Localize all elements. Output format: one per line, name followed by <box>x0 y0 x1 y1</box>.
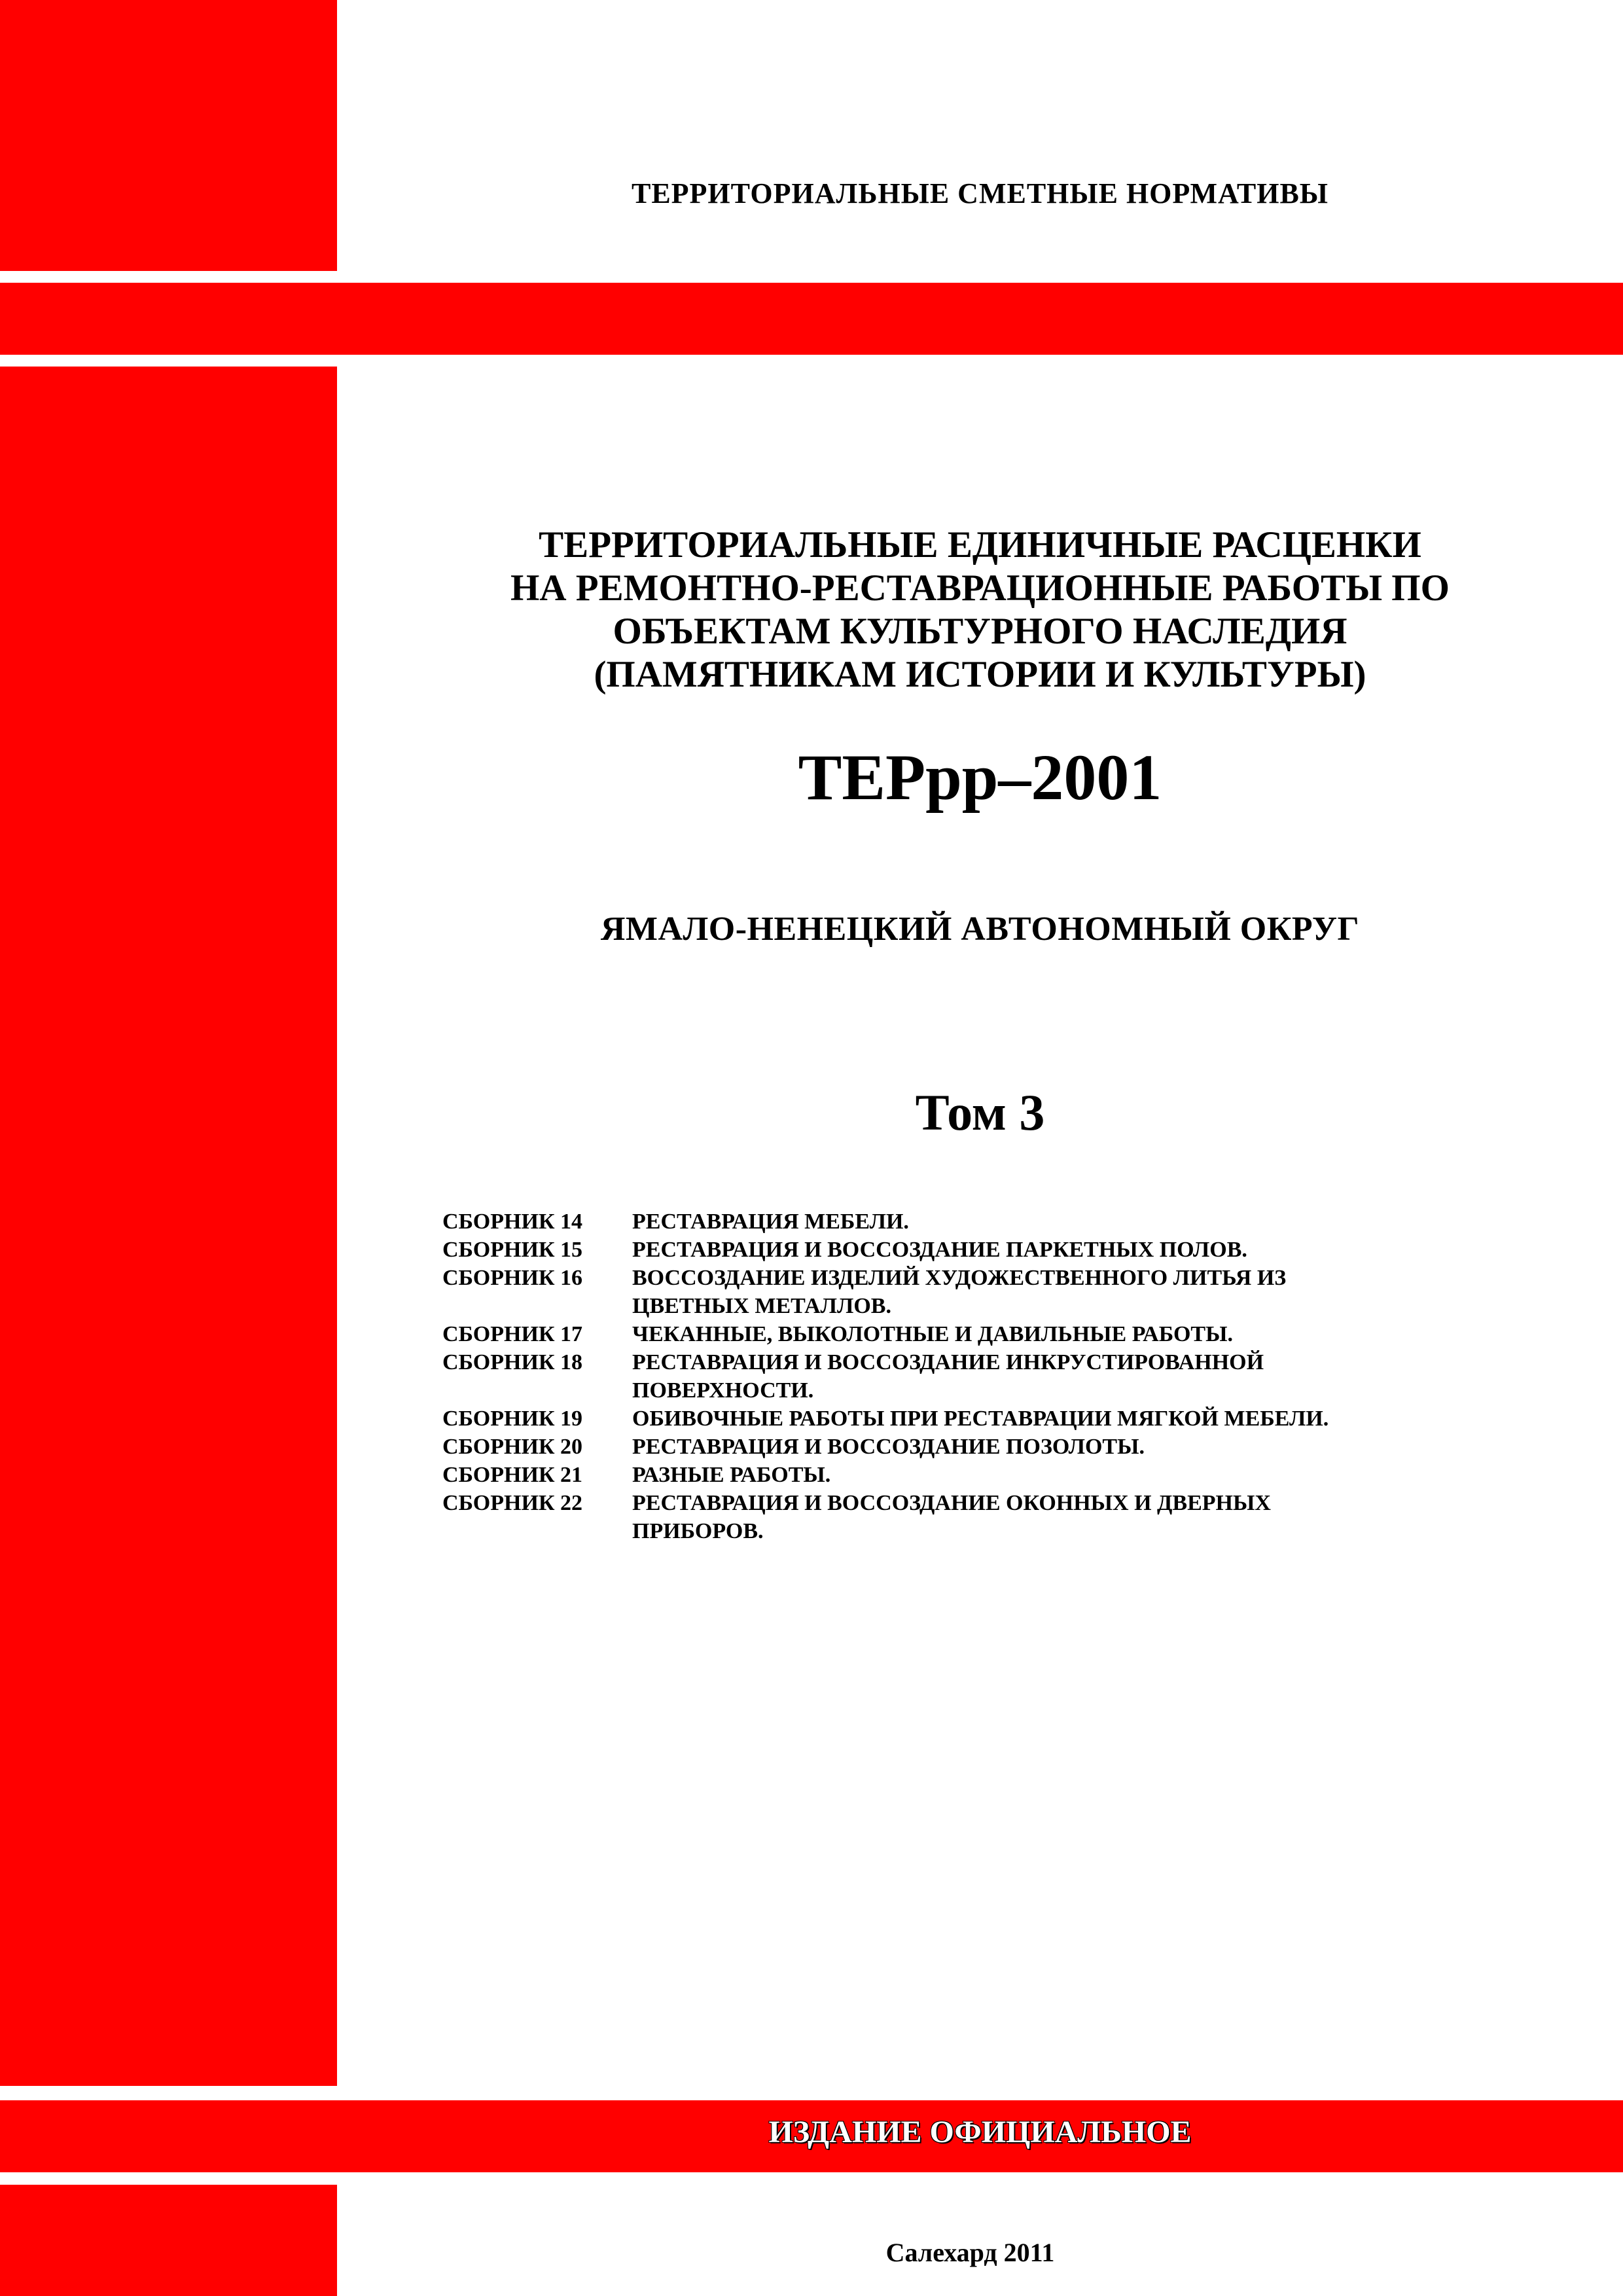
collection-title: РЕСТАВРАЦИЯ И ВОССОЗДАНИЕ ОКОННЫХ И ДВЕРНЫХ ПРИБОРОВ. <box>632 1491 1271 1543</box>
collection-number: СБОРНИК 21 <box>442 1463 583 1487</box>
collection-number: СБОРНИК 17 <box>442 1322 583 1346</box>
header-norms: ТЕРРИТОРИАЛЬНЫЕ СМЕТНЫЕ НОРМАТИВЫ <box>631 177 1329 209</box>
collection-title: РЕСТАВРАЦИЯ И ВОССОЗДАНИЕ ПАРКЕТНЫХ ПОЛОВ. <box>632 1238 1247 1262</box>
title-line-2: НА РЕМОНТНО-РЕСТАВРАЦИОННЫЕ РАБОТЫ ПО <box>510 567 1450 609</box>
collection-item <box>442 1433 1463 1461</box>
collection-item <box>442 1264 1463 1320</box>
region-title: ЯМАЛО-НЕНЕЦКИЙ АВТОНОМНЫЙ ОКРУГ <box>600 910 1360 948</box>
collection-item <box>442 1236 1463 1264</box>
title-line-1: ТЕРРИТОРИАЛЬНЫЕ ЕДИНИЧНЫЕ РАСЦЕНКИ <box>539 524 1421 565</box>
left-red-block-main <box>0 367 337 2086</box>
volume-title: Том 3 <box>915 1084 1045 1141</box>
title-line-4: (ПАМЯТНИКАМ ИСТОРИИ И КУЛЬТУРЫ) <box>594 654 1366 695</box>
collection-number: СБОРНИК 16 <box>442 1266 583 1290</box>
collection-number: СБОРНИК 15 <box>442 1238 583 1262</box>
collection-title: РЕСТАВРАЦИЯ МЕБЕЛИ. <box>632 1210 909 1234</box>
collection-title: ВОССОЗДАНИЕ ИЗДЕЛИЙ ХУДОЖЕСТВЕННОГО ЛИТЬЯ ИЗ ЦВЕТНЫХ МЕТАЛЛОВ. <box>632 1266 1287 1318</box>
title-line-3: ОБЪЕКТАМ КУЛЬТУРНОГО НАСЛЕДИЯ <box>613 611 1347 652</box>
left-red-block-top <box>0 0 337 271</box>
collection-item <box>442 1489 1463 1545</box>
collection-item <box>442 1461 1463 1489</box>
collection-title: ОБИВОЧНЫЕ РАБОТЫ ПРИ РЕСТАВРАЦИИ МЯГКОЙ МЕБЕЛИ. <box>632 1407 1329 1431</box>
collection-title: ЧЕКАННЫЕ, ВЫКОЛОТНЫЕ И ДАВИЛЬНЫЕ РАБОТЫ. <box>632 1322 1233 1346</box>
collection-title: РЕСТАВРАЦИЯ И ВОССОЗДАНИЕ ИНКРУСТИРОВАННОЙ ПОВЕРХНОСТИ. <box>632 1350 1264 1403</box>
collection-item <box>442 1320 1463 1348</box>
collection-title: РЕСТАВРАЦИЯ И ВОССОЗДАНИЕ ПОЗОЛОТЫ. <box>632 1435 1145 1459</box>
red-band-top <box>0 283 1623 355</box>
collection-number: СБОРНИК 19 <box>442 1407 583 1431</box>
collection-item <box>442 1208 1463 1236</box>
official-edition-label: ИЗДАНИЕ ОФИЦИАЛЬНОЕ <box>768 2115 1192 2149</box>
collections-list <box>442 1208 1463 1545</box>
code-title: ТЕРрр–2001 <box>798 741 1162 814</box>
collection-item <box>442 1405 1463 1433</box>
collection-number: СБОРНИК 14 <box>442 1210 583 1234</box>
collection-item <box>442 1348 1463 1405</box>
collection-title: РАЗНЫЕ РАБОТЫ. <box>632 1463 831 1487</box>
left-red-block-bottom <box>0 2185 337 2296</box>
collection-number: СБОРНИК 18 <box>442 1350 583 1374</box>
collection-number: СБОРНИК 22 <box>442 1491 583 1515</box>
city-year: Салехард 2011 <box>885 2238 1055 2267</box>
main-title <box>337 524 1623 696</box>
collection-number: СБОРНИК 20 <box>442 1435 583 1459</box>
